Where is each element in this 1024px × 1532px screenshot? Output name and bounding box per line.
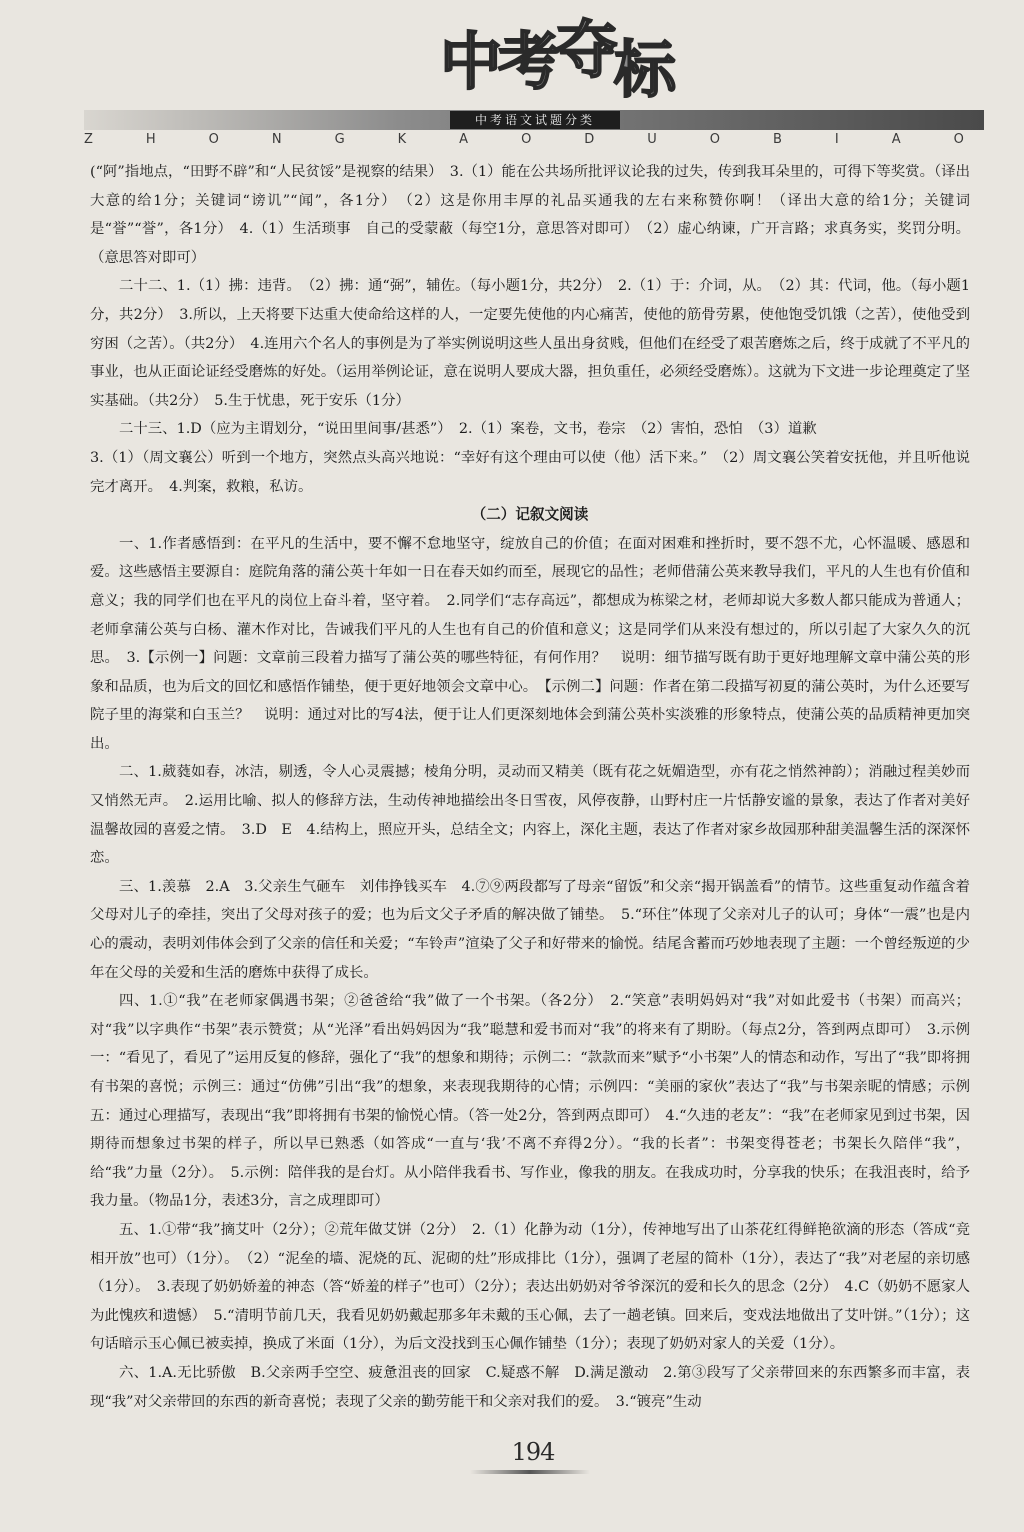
pinyin-letter: H xyxy=(145,132,156,147)
pinyin-letter: B xyxy=(773,132,782,147)
logo-char: 考 xyxy=(498,25,557,98)
section-heading: （二）记叙文阅读 xyxy=(471,506,589,524)
page-number: 194 xyxy=(511,1438,555,1466)
pinyin-letter: O xyxy=(953,132,964,147)
pinyin-letter: G xyxy=(334,132,345,147)
answer-content xyxy=(90,158,970,1416)
pinyin-letter: O xyxy=(709,132,721,147)
header-logo xyxy=(0,13,1024,110)
answer-paragraph: 四、1.①“我”在老师家偶遇书架；②爸爸给“我”做了一个书架。（各2分） 2.“笑意”表明妈妈对“我”对如此爱书（书架）而高兴；对“我”以字典作“书架”表示赞赏；从“光泽”看出妈妈因为“我”聪慧和爱书而对“我”的将来有了期盼。（每点2分，答到两点即可） 3.示例一：“看见了，看见了”运用反复的修辞，强化了“我”的想象和期待；示例二：“款款而来”赋予“小书架”人的情态和动作，写出了“我”即将拥有书架的喜悦；示例三：通过“仿佛”引出“我”的想象，来表现我期待的心情；示例四：“美丽的家伙”表达了“我”与书架亲昵的情感；示例五：通过心理描写，表现出“我”即将拥有书架的愉悦心情。（答一处2分，答到两点即可） 4.“久违的老友”：“我”在老师家见到过书架，因期待而想象过书架的样子，所以早已熟悉（如答成“一直与‘我’不离不弃得2分）。“我的长者”：书架变得苍老；书架长久陪伴“我”，给“我”力量（2分）。 5.示例：陪伴我的是台灯。从小陪伴我看书、写作业，像我的朋友。在我成功时，分享我的快乐；在我沮丧时，给予我力量。（物品1分，表述3分，言之成理即可） xyxy=(90,993,970,1210)
header-pinyin xyxy=(84,132,964,147)
header-band-title: 中考语文试题分类 xyxy=(450,111,620,129)
answer-paragraph: 三、1.羡慕 2.A 3.父亲生气砸车 刘伟挣钱买车 4.⑦⑨两段都写了母亲“留饭”和父亲“揭开锅盖看”的情节。这些重复动作蕴含着父母对儿子的牵挂，突出了父母对孩子的爱；也为后文父子矛盾的解决做了铺垫。 5.“环住”体现了父亲对儿子的认可；身体“一震”也是内心的震动，表明刘伟体会到了父亲的信任和关爱；“车铃声”渲染了父子和好带来的愉悦。结尾含蓄而巧妙地表现了主题：一个曾经叛逆的少年在父母的关爱和生活的磨炼中获得了成长。 xyxy=(90,878,970,981)
answer-paragraph: 二十三、1.D（应为主谓划分，“说田里间事/甚悉”） 2.（1）案卷，文书，卷宗 （2）害怕，恐怕 （3）道歉 xyxy=(119,421,817,438)
logo-char: 中 xyxy=(440,25,499,98)
pinyin-letter: N xyxy=(271,132,282,147)
pinyin-letter: A xyxy=(891,132,901,147)
pinyin-letter: K xyxy=(397,132,407,147)
logo-text xyxy=(440,13,673,106)
answer-paragraph: 二、1.葳蕤如春，冰洁，剔透，令人心灵震撼；棱角分明，灵动而又精美（既有花之妩媚造型，亦有花之悄然神韵）；消融过程美妙而又悄然无声。 2.运用比喻、拟人的修辞方法，生动传神地描绘出冬日雪夜，风停夜静，山野村庄一片恬静安谧的景象，表达了作者对美好温馨故园的喜爱之情。 3.D E 4.结构上，照应开头，总结全文；内容上，深化主题，表达了作者对家乡故园那种甜美温馨生活的深深怀恋。 xyxy=(90,764,970,867)
answer-paragraph: (“阿”指地点，“田野不辟”和“人民贫馁”是视察的结果） 3.（1）能在公共场所批评议论我的过失，传到我耳朵里的，可得下等奖赏。（译出大意的给1分；关键词“谤讥”“闻”，各1分） （2）这是你用丰厚的礼品买通我的左右来称赞你啊！（译出大意的给1分；关键词是“誉”“誉”，各1分） 4.（1）生活琐事 自己的受蒙蔽（每空1分，意思答对即可） （2）虚心纳谏，广开言路；求真务实，奖罚分明。（意思答对即可） xyxy=(90,164,970,266)
answer-paragraph: 一、1.作者感悟到：在平凡的生活中，要不懈不怠地坚守，绽放自己的价值；在面对困难和挫折时，要不怨不尤，心怀温暖、感恩和爱。这些感悟主要源自：庭院角落的蒲公英十年如一日在春天如约而至，展现它的品性；老师借蒲公英来教导我们，平凡的人生也有价值和意义；我的同学们也在平凡的岗位上奋斗着，坚守着。 2.同学们“志存高远”，都想成为栋梁之材，老师却说大多数人都只能成为普通人；老师拿蒲公英与白杨、灌木作对比，告诫我们平凡的人生也有自己的价值和意义；这是同学们从来没有想过的，所以引起了大家久久的沉思。 3.【示例一】问题：文章前三段着力描写了蒲公英的哪些特征，有何作用？ 说明：细节描写既有助于更好地理解文章中蒲公英的形象和品质，也为后文的回忆和感悟作铺垫，便于更好地领会文章中心。 【示例二】问题：作者在第二段描写初夏的蒲公英时，为什么还要写院子里的海棠和白玉兰？ 说明：通过对比的写4法，便于让人们更深刻地体会到蒲公英朴实淡雅的形象特点，使蒲公英的品质精神更加突出。 xyxy=(90,535,970,752)
logo-char: 夺 xyxy=(556,13,615,86)
pinyin-letter: D xyxy=(584,132,595,147)
answer-paragraph: 六、1.A.无比骄傲 B.父亲两手空空、疲惫沮丧的回家 C.疑惑不解 D.满足激动 2.第③段写了父亲带回来的东西繁多而丰富，表现“我”对父亲带回的东西的新奇喜悦；表现了父亲的勤劳能干和父亲对我们的爱。 3.“镀亮”生动 xyxy=(90,1364,970,1410)
answer-paragraph: 五、1.①带“我”摘艾叶（2分）；②荒年做艾饼（2分） 2.（1）化静为动（1分），传神地写出了山茶花红得鲜艳欲滴的形态（答成“竞相开放”也可）（1分）。 （2）“泥垒的墙、泥烧的瓦、泥砌的灶”形成排比（1分），强调了老屋的简朴（1分），表达了“我”对老屋的亲切感（1分）。 3.表现了奶奶娇羞的神态（答“娇羞的样子”也可）（2分）；表达出奶奶对爷爷深沉的爱和长久的思念（2分） 4.C（奶奶不愿家人为此愧疚和遗憾） 5.“清明节前几天，我看见奶奶戴起那多年未戴的玉心佩，去了一趟老镇。回来后，变戏法地做出了艾叶饼。”（1分）；这句话暗示玉心佩已被卖掉，换成了米面（1分），为后文没找到玉心佩作铺垫（1分）；表现了奶奶对家人的关爱（1分）。 xyxy=(90,1221,970,1353)
pinyin-letter: O xyxy=(521,132,532,147)
page-number-underline xyxy=(470,1470,590,1474)
pinyin-letter: O xyxy=(208,132,219,147)
answer-paragraph: 3.（1）（周文襄公）听到一个地方，突然点头高兴地说：“幸好有这个理由可以使（他）活下来。” （2）周文襄公笑着安抚他，并且听他说完才离开。 4.判案，救粮，私访。 xyxy=(90,449,970,495)
answer-paragraph: 二十二、1.（1）拂：违背。 （2）拂：通“弼”，辅佐。（每小题1分，共2分） 2.（1）于：介词，从。 （2）其：代词，他。（每小题1分，共2分） 3.所以，上天将要下达重大使命给这样的人，一定要先使他的内心痛苦，使他的筋骨劳累，使他饱受饥饿（之苦），使他受到穷困（之苦）。（共2分） 4.连用六个名人的事例是为了举实例说明这些人虽出身贫贱，但他们在经受了艰苦磨炼之后，终于成就了不平凡的事业，也从正面论证经受磨炼的好处。（运用举例论证，意在说明人要成大器，担负重任，必须经受磨炼）。这就为下文进一步论理奠定了坚实基础。（共2分） 5.生于忧患，死于安乐（1分） xyxy=(90,278,970,409)
pinyin-letter: A xyxy=(459,132,469,147)
logo-char: 标 xyxy=(614,33,673,106)
pinyin-letter: U xyxy=(647,132,657,147)
pinyin-letter: Z xyxy=(84,132,93,147)
pinyin-letter: I xyxy=(834,132,839,147)
